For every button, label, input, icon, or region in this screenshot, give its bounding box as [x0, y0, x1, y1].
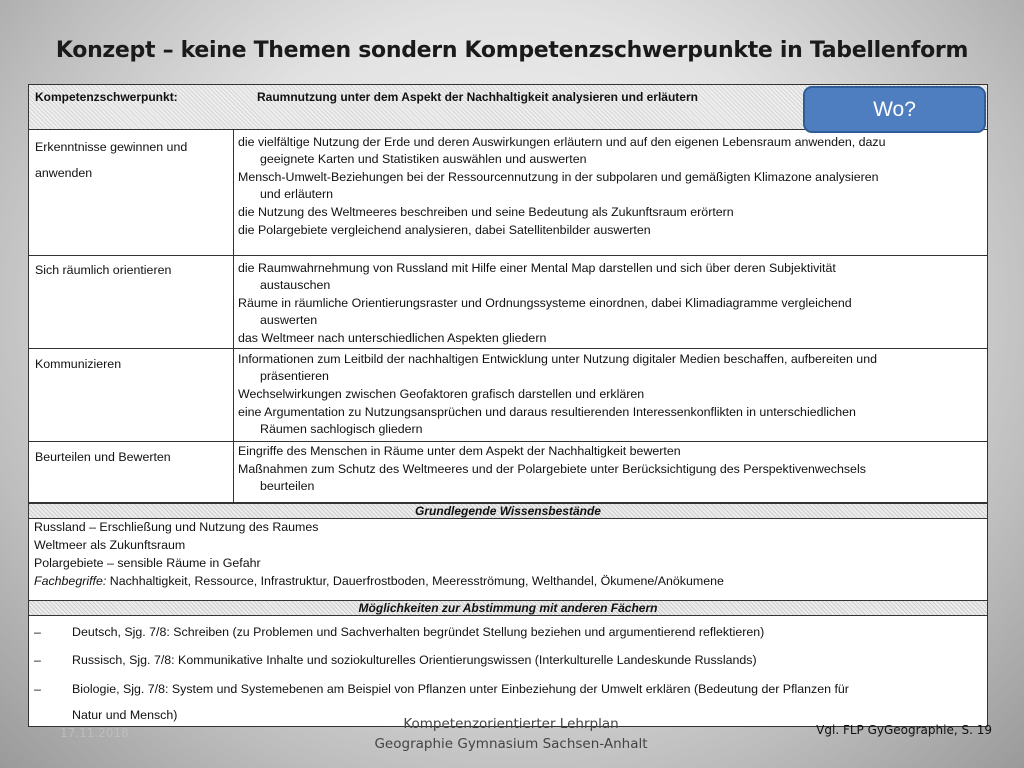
list-item: die Nutzung des Weltmeeres beschreiben und seine Bedeutung als Zukunftsraum erörtern	[238, 205, 734, 219]
competency-row-beurteilen	[29, 442, 987, 503]
competency-name: Erkenntnisse gewinnen und anwenden	[35, 140, 188, 180]
wissen-line: Polargebiete – sensible Räume in Gefahr	[34, 556, 261, 570]
wissen-heading: Grundlegende Wissensbestände	[29, 503, 987, 519]
fachbegriffe-line	[34, 573, 984, 591]
list-item: die vielfältige Nutzung der Erde und deren Auswirkungen erläutern und auf den eigenen Lebensraum anwenden, dazu geeignete Karten und Statistiken auswählen und auswerten	[238, 135, 886, 166]
list-item: Räume in räumliche Orientierungsraster und Ordnungssysteme einordnen, dabei Klimadiagramme vergleichend auswerten	[238, 296, 852, 327]
list-item: das Weltmeer nach unterschiedlichen Aspekten gliedern	[238, 331, 547, 345]
curriculum-table: Kompetenzschwerpunkt: Raumnutzung unter dem Aspekt der Nachhaltigkeit analysieren und erläutern Erkenntnisse gewinnen und anwenden die vielfältige Nutzung der Erde und deren Auswirkungen erläutern und auf den eigenen Lebensraum anwenden, dazu geeignete Karten und Statistiken auswählen und auswerten Mensch-Umwelt-Beziehungen bei der Ressourcennutzung in der subpolaren und gemäßigten Klimazone analysieren und erläutern die Nutzung des Weltmeeres beschreiben und seine Bedeutung als Zukunftsraum erörtern die Polargebiete vergleichend analysieren, dabei Satellitenbilder auswerten Sich räumlich orientieren die Raumwahrnehmung von Russland mit Hilfe einer Mental Map darstellen und sich über deren Subjektivität austauschen Räume in räumliche Orientierungsraster und Ordnungssysteme einordnen, dabei Klimadiagramme vergleichend auswerten das Weltmeer nach unterschiedlichen Aspekten gliedern Kommunizieren Informationen zum Leitbild der nachhaltigen Entwicklung unter Nutzung digitaler Medien beschaffen, aufbereiten und präsentieren Wechselwirkungen zwischen Geofaktoren grafisch darstellen und erklären eine Argumentation zu Nutzungsansprüchen und daraus resultierenden Interessenkonflikten in unterschiedlichen Räumen sachlogisch gliedern Beurteilen und Bewerten Eingriffe des Menschen in Räume unter dem Aspekt der Nachhaltigkeit bewerten Maßnahmen zum Schutz des Weltmeeres und der Polargebiete unter Berücksichtigung des Perspektivenwechsels beurteilen Grundlegende Wissensbestände Russland – Erschließung und Nutzung des Raumes Weltmeer als Zukunftsraum Polargebiete – sensible Räume in Gefahr Fachbegriffe: Nachhaltigkeit, Ressource, Infrastruktur, Dauerfrostboden, Meeresströmung, Welthandel, Ökumene/Anökumene Möglichkeiten zur Abstimmung mit anderen Fächern – Deutsch, Sjg. 7/8: Schreiben (zu Problemen und Sachverhalten begründet Stellung beziehen und argumentierend reflektieren) – Russisch, Sjg. 7/8: Kommunikative Inhalte und soziokulturelles Orientierungswissen (Interkulturelle Landeskunde Russlands) – Biologie, Sjg. 7/8: System und Systemebenen am Beispiel von Pflanzen unter Einbeziehung der Umwelt erklären (Bedeutung der Pflanzen für Natur und Mensch)	[28, 84, 988, 727]
competency-row-kommunizieren	[29, 349, 987, 442]
competency-items	[233, 442, 987, 502]
footer-date: 17.11.2018	[60, 726, 129, 740]
footer-center: Kompetenzorientierter Lehrplan Geographie Gymnasium Sachsen-Anhalt	[374, 716, 648, 752]
list-item: Eingriffe des Menschen in Räume unter dem Aspekt der Nachhaltigkeit bewerten	[238, 444, 681, 458]
competency-items	[233, 349, 987, 441]
wissen-line: Weltmeer als Zukunftsraum	[34, 538, 186, 552]
footer-source: Vgl. FLP GyGeographie, S. 19	[816, 723, 992, 737]
list-item: Wechselwirkungen zwischen Geofaktoren grafisch darstellen und erklären	[238, 387, 645, 401]
fachbegriffe-label: Fachbegriffe:	[34, 574, 107, 588]
list-item: Informationen zum Leitbild der nachhaltigen Entwicklung unter Nutzung digitaler Medien beschaffen, aufbereiten und präsentieren	[238, 352, 877, 383]
list-item: Mensch-Umwelt-Beziehungen bei der Ressourcennutzung in der subpolaren und gemäßigten Klimazone analysieren und erläutern	[238, 170, 879, 201]
competency-items	[233, 256, 987, 348]
list-item: Maßnahmen zum Schutz des Weltmeeres und der Polargebiete unter Berücksichtigung des Perspektivenwechsels beurteilen	[238, 462, 866, 493]
competency-name: Sich räumlich orientieren	[35, 263, 172, 277]
list-item: eine Argumentation zu Nutzungsansprüchen und daraus resultierenden Interessenkonflikten in unterschiedlichen Räumen sachlogisch gliedern	[238, 405, 856, 436]
competency-row-erkenntnisse	[29, 130, 987, 256]
header-value: Raumnutzung unter dem Aspekt der Nachhaltigkeit analysieren und erläutern	[257, 90, 698, 104]
header-label: Kompetenzschwerpunkt:	[35, 90, 178, 104]
competency-name: Kommunizieren	[35, 357, 122, 371]
slide-title: Konzept – keine Themen sondern Kompetenzschwerpunkte in Tabellenform	[55, 38, 969, 63]
list-item: die Polargebiete vergleichend analysieren, dabei Satellitenbilder auswerten	[238, 223, 651, 237]
wo-callout-button[interactable]: Wo?	[803, 86, 986, 133]
competency-row-orientieren	[29, 256, 987, 349]
competency-items	[233, 130, 987, 255]
faecher-heading: Möglichkeiten zur Abstimmung mit anderen Fächern	[29, 600, 987, 616]
fachbegriffe-text: Nachhaltigkeit, Ressource, Infrastruktur, Dauerfrostboden, Meeresströmung, Welthandel, Ökumene/Anökumene	[106, 574, 724, 588]
list-item: die Raumwahrnehmung von Russland mit Hilfe einer Mental Map darstellen und sich über deren Subjektivität austauschen	[238, 261, 836, 292]
wissen-line: Russland – Erschließung und Nutzung des Raumes	[34, 520, 319, 534]
competency-name: Beurteilen und Bewerten	[35, 450, 171, 464]
